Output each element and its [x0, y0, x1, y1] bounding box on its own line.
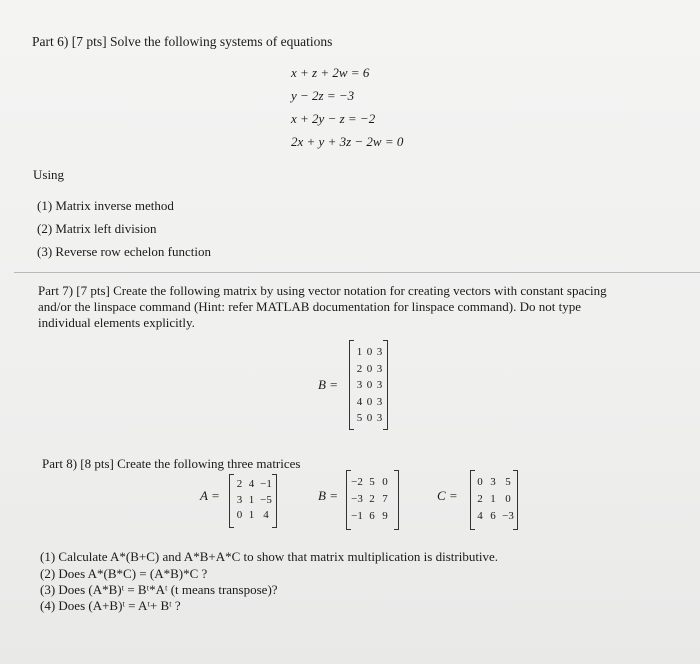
equation-4: 2x + y + 3z − 2w = 0: [291, 134, 404, 149]
matrix-cell: 3: [376, 362, 383, 375]
matrix-cell: 6: [490, 510, 496, 522]
matrix-cell: 7: [382, 493, 388, 505]
matrix-b-part7: [356, 344, 383, 427]
matrix-cell: −5: [260, 493, 272, 506]
matrix-c-label: C =: [437, 488, 458, 503]
matrix-cell: 9: [382, 510, 388, 522]
matrix-cell: 0: [236, 509, 243, 521]
matrix-a-label: A =: [200, 488, 220, 503]
part7-heading-line2: and/or the linspace command (Hint: refer MATLAB documentation for linspace command). Do not type: [38, 299, 581, 314]
matrix-cell: 0: [382, 476, 388, 488]
part6-heading: Part 6) [7 pts] Solve the following systems of equations: [32, 34, 333, 49]
equation-3: x + 2y − z = −2: [291, 111, 376, 126]
part7-heading-line3: individual elements explicitly.: [38, 315, 195, 330]
matrix-cell: 1: [490, 493, 496, 505]
matrix-cell: −1: [351, 510, 363, 522]
matrix-b-label: B =: [318, 377, 338, 392]
matrix-cell: −3: [502, 510, 514, 522]
matrix-bracket-left: [229, 474, 234, 528]
matrix-b-label-part8: B =: [318, 488, 338, 503]
method-3: (3) Reverse row echelon function: [37, 244, 211, 259]
matrix-cell: 1: [356, 346, 363, 358]
matrix-cell: 1: [248, 509, 255, 521]
matrix-cell: 3: [376, 395, 383, 408]
matrix-cell: 3: [356, 379, 363, 391]
part8-heading: Part 8) [8 pts] Create the following three matrices: [42, 456, 301, 471]
matrix-cell: 0: [366, 395, 373, 408]
matrix-bracket-right: [394, 470, 399, 530]
matrix-cell: 1: [248, 493, 255, 506]
matrix-cell: 4: [263, 509, 269, 521]
method-2: (2) Matrix left division: [37, 221, 157, 236]
matrix-b-part8: [350, 474, 390, 525]
question-3: (3) Does (A*B)ᵗ = Bᵗ*Aᵗ (t means transpose)?: [40, 582, 278, 597]
matrix-cell: 3: [490, 476, 496, 488]
matrix-cell: 3: [376, 412, 383, 424]
matrix-cell: −1: [260, 478, 272, 490]
question-2: (2) Does A*(B*C) = (A*B)*C ?: [40, 566, 208, 581]
matrix-cell: 3: [376, 379, 383, 391]
method-1: (1) Matrix inverse method: [37, 198, 174, 213]
matrix-cell: 3: [236, 493, 243, 506]
matrix-cell: 0: [366, 379, 373, 391]
question-1: (1) Calculate A*(B+C) and A*B+A*C to show that matrix multiplication is distributive.: [40, 549, 499, 564]
matrix-cell: 4: [356, 395, 363, 408]
matrix-cell: −2: [351, 476, 363, 488]
part7-heading-line1: Part 7) [7 pts] Create the following matrix by using vector notation for creating vectors with constant spacing: [38, 283, 607, 298]
matrix-bracket-left: [349, 340, 354, 430]
equation-2: y − 2z = −3: [291, 88, 355, 103]
matrix-cell: 3: [376, 346, 383, 358]
matrix-cell: 2: [477, 493, 483, 505]
matrix-cell: −3: [351, 493, 363, 505]
matrix-bracket-right: [383, 340, 388, 430]
matrix-cell: 2: [356, 362, 363, 375]
section-divider: [14, 272, 700, 273]
matrix-cell: 2: [369, 493, 375, 505]
matrix-cell: 5: [369, 476, 375, 488]
matrix-cell: 5: [505, 476, 511, 488]
matrix-cell: 0: [366, 346, 373, 358]
matrix-cell: 0: [366, 412, 373, 424]
matrix-cell: 4: [248, 478, 255, 490]
matrix-a: [235, 477, 273, 524]
matrix-cell: 0: [366, 362, 373, 375]
matrix-cell: 0: [477, 476, 483, 488]
matrix-cell: 6: [369, 510, 375, 522]
matrix-cell: 2: [236, 478, 243, 490]
matrix-cell: 0: [505, 493, 511, 505]
matrix-c: [475, 474, 515, 525]
equation-1: x + z + 2w = 6: [291, 65, 370, 80]
matrix-cell: 5: [356, 412, 363, 424]
matrix-cell: 4: [477, 510, 483, 522]
question-4: (4) Does (A+B)ᵗ = Aᵗ+ Bᵗ ?: [40, 598, 181, 613]
using-label: Using: [33, 167, 65, 182]
